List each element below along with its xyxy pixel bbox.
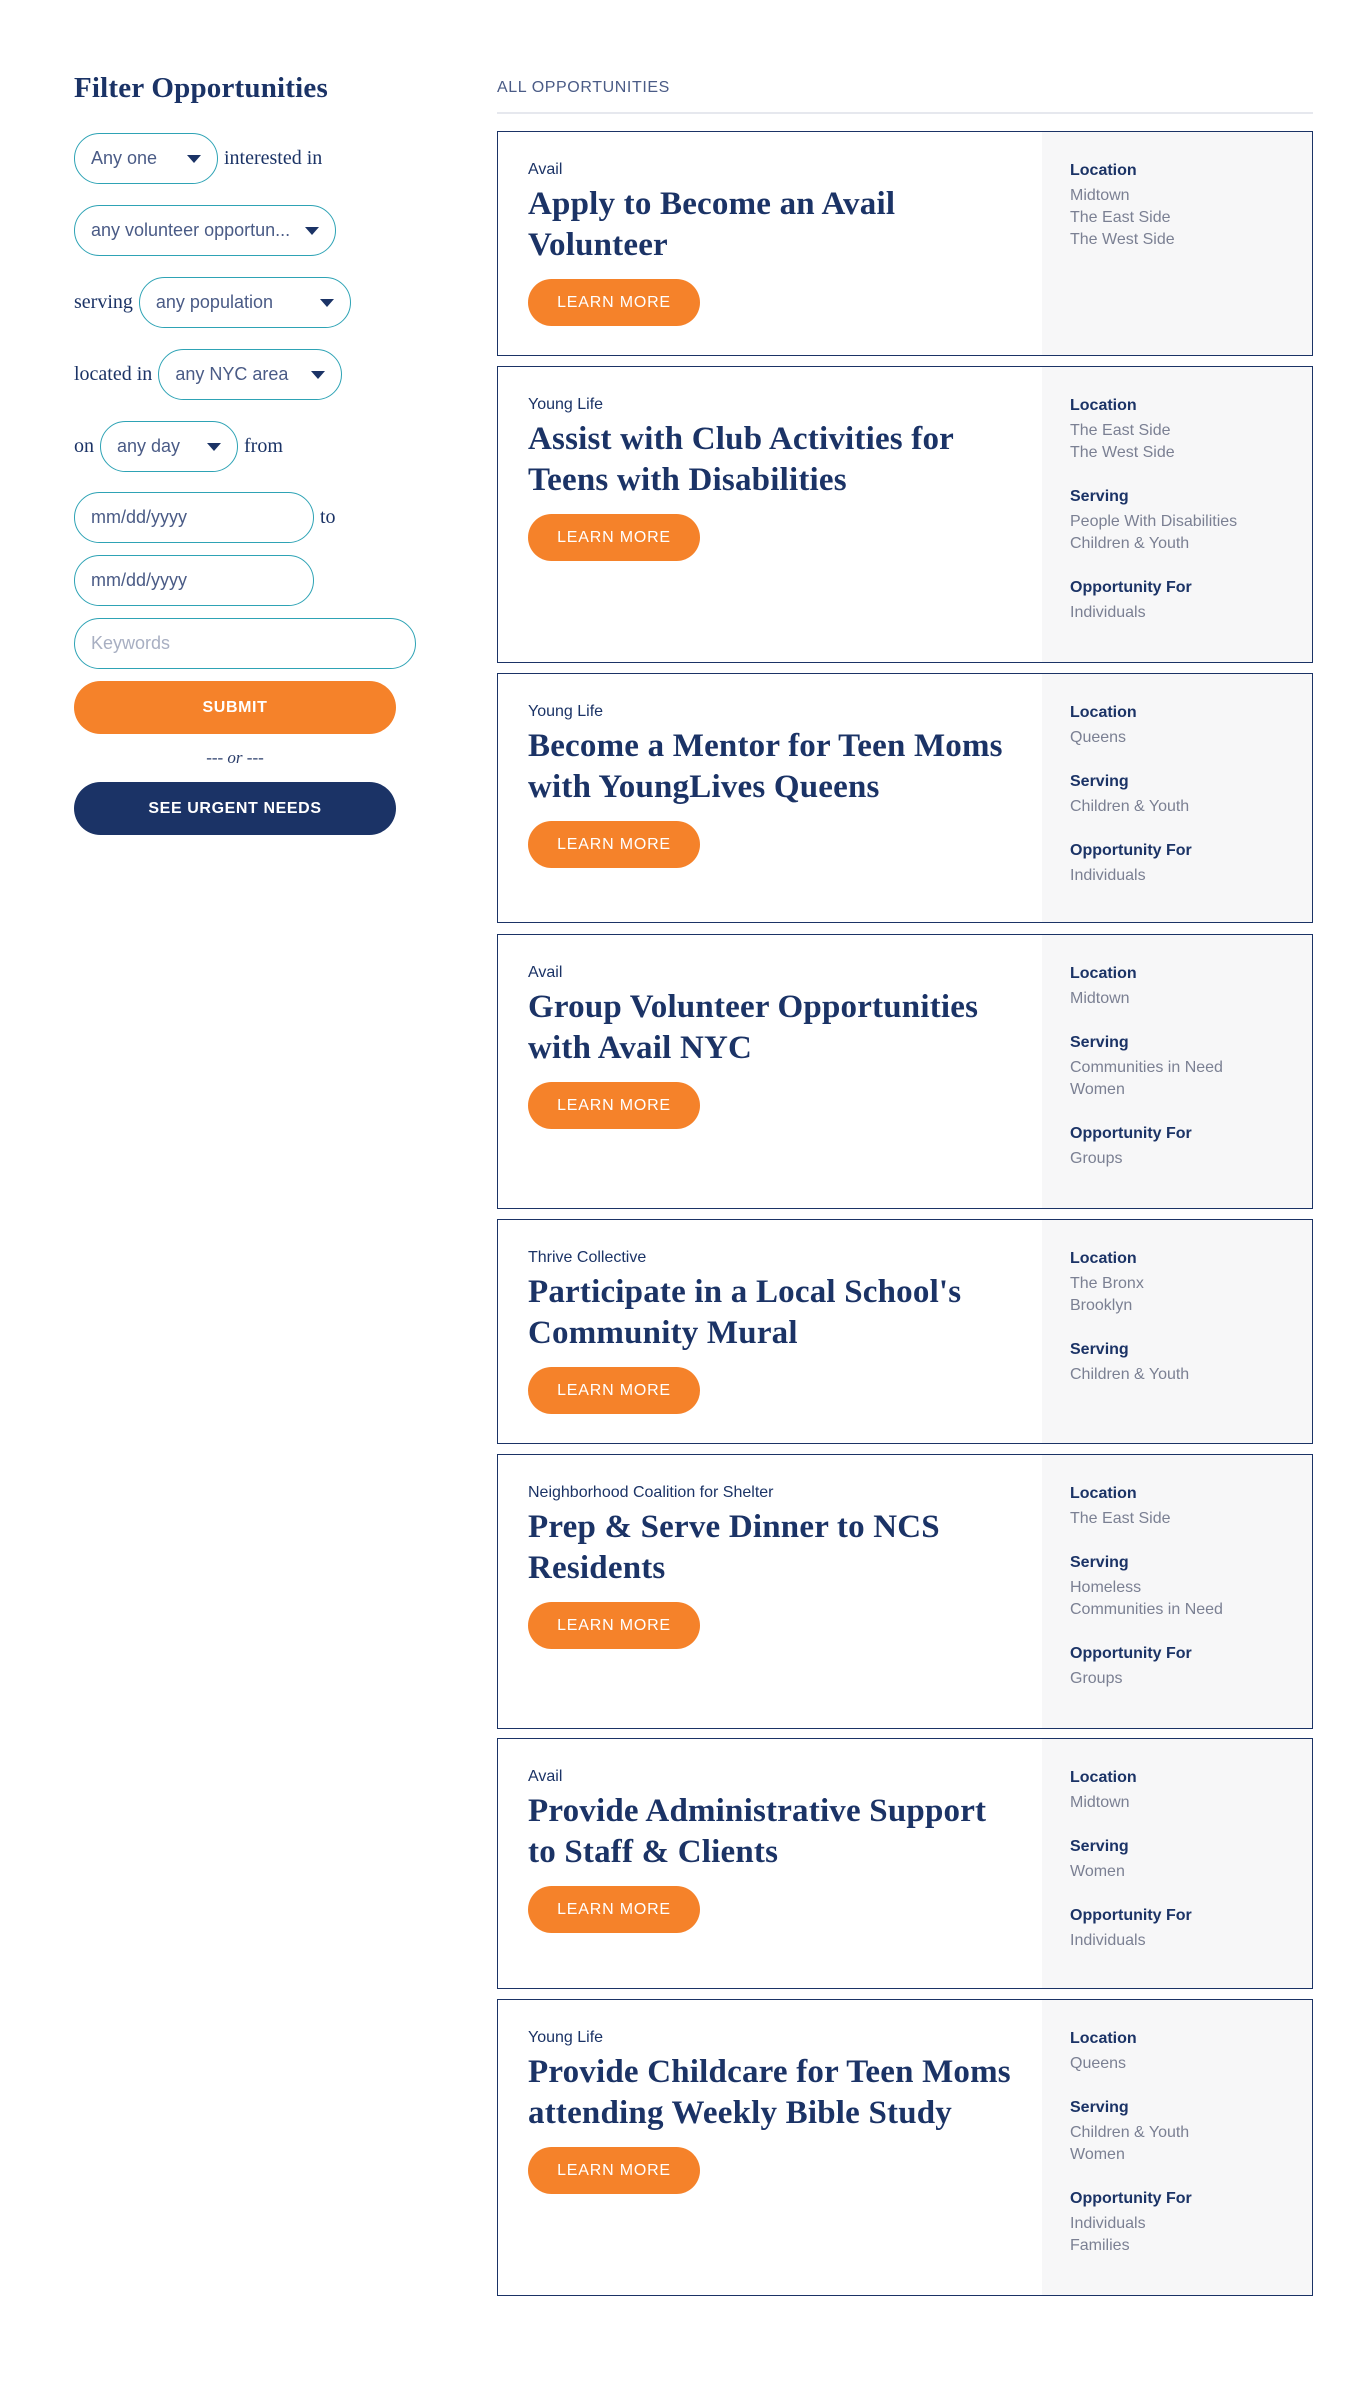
card-title[interactable]: Prep & Serve Dinner to NCS Residents [528,1509,940,1586]
card-serving-label: Serving [1070,1554,1129,1571]
card-organization: Thrive Collective [528,1249,647,1266]
card-organization: Avail [528,161,563,178]
card-opportunity-for-label: Opportunity For [1070,1125,1192,1142]
card-body [498,674,1042,922]
opportunity-card [497,934,1313,1209]
card-serving-value: Children & Youth [1070,1366,1190,1383]
card-location-group [1070,1767,1284,1814]
opportunity-card [497,131,1313,356]
card-opportunity-for-value: Individuals [1070,867,1146,884]
card-serving-group [1070,1552,1284,1621]
opportunities-list [497,78,1313,2254]
opportunity-select-value: any volunteer opportun... [91,220,291,240]
card-serving-value: Children & Youth [1070,798,1190,815]
card-location-value: Queens [1070,2055,1127,2072]
located-in-label: located in [74,363,153,385]
card-opportunity-for-value: Groups [1070,1150,1123,1167]
card-serving-label: Serving [1070,2099,1129,2116]
learn-more-button[interactable]: LEARN MORE [528,1886,700,1933]
card-title[interactable]: Provide Childcare for Teen Moms attending Weekly Bible Study [528,2054,1011,2131]
card-title[interactable]: Become a Mentor for Teen Moms with YoungLives Queens [528,728,1003,805]
filter-row-location [74,349,434,400]
filter-title: Filter Opportunities [74,72,328,104]
card-location-label: Location [1070,965,1137,982]
area-select-value: any NYC area [175,364,289,384]
card-location-label: Location [1070,162,1137,179]
card-serving-label: Serving [1070,1034,1129,1051]
card-serving-label: Serving [1070,773,1129,790]
card-location-value: Midtown [1070,187,1130,204]
card-details [1042,1455,1312,1728]
card-serving-group [1070,1836,1284,1883]
card-location-value: The East Side [1070,1510,1171,1527]
card-location-value: Midtown [1070,990,1130,1007]
see-urgent-needs-button[interactable]: SEE URGENT NEEDS [74,782,396,835]
card-organization: Young Life [528,396,604,413]
card-location-value: Midtown [1070,1794,1130,1811]
date-to-input[interactable] [74,555,314,606]
card-serving-group [1070,486,1284,555]
opportunity-card [497,1454,1313,1729]
card-serving-group [1070,1032,1284,1101]
card-serving-group [1070,771,1284,818]
card-details [1042,1739,1312,1988]
card-location-value: The West Side [1070,444,1175,461]
card-location-group [1070,395,1284,464]
card-serving-value: People With Disabilities [1070,513,1238,530]
card-serving-label: Serving [1070,488,1129,505]
or-separator: --- or --- [206,748,264,767]
card-organization: Neighborhood Coalition for Shelter [528,1484,774,1501]
card-organization: Young Life [528,2029,604,2046]
card-serving-label: Serving [1070,1341,1129,1358]
opportunity-select[interactable] [74,205,336,256]
learn-more-button[interactable]: LEARN MORE [528,279,700,326]
card-details [1042,935,1312,1208]
card-opportunity-for-label: Opportunity For [1070,1907,1192,1924]
opportunity-card [497,1219,1313,1444]
card-opportunity-for-group [1070,2188,1284,2257]
chevron-down-icon [311,371,325,379]
card-location-group [1070,702,1284,749]
heading-divider [497,112,1313,114]
card-location-label: Location [1070,704,1137,721]
card-body [498,2000,1042,2295]
card-serving-value: Communities in Need [1070,1059,1223,1076]
card-title[interactable]: Group Volunteer Opportunities with Avail NYC [528,989,979,1066]
filter-sidebar [74,68,434,835]
who-select-value: Any one [91,148,158,168]
card-serving-value: Homeless [1070,1579,1142,1596]
date-from-value: mm/dd/yyyy [91,507,188,527]
card-opportunity-for-group [1070,1905,1284,1952]
card-organization: Avail [528,964,563,981]
card-title[interactable]: Provide Administrative Support to Staff & Clients [528,1793,987,1870]
card-serving-value: Women [1070,1081,1125,1098]
card-body [498,1739,1042,1988]
card-serving-value: Children & Youth [1070,2124,1190,2141]
card-serving-value: Women [1070,2146,1125,2163]
keywords-input[interactable] [74,618,416,669]
card-location-label: Location [1070,397,1137,414]
card-opportunity-for-value: Individuals [1070,1932,1146,1949]
card-location-label: Location [1070,1250,1137,1267]
filter-row-who [74,133,434,184]
card-location-group [1070,963,1284,1010]
filter-row-keywords [74,618,434,669]
all-opportunities-heading: ALL OPPORTUNITIES [497,79,670,96]
card-details [1042,132,1312,355]
card-location-value: The West Side [1070,231,1175,248]
day-select[interactable] [100,421,238,472]
card-opportunity-for-value: Individuals [1070,2215,1146,2232]
date-from-input[interactable] [74,492,314,543]
chevron-down-icon [207,443,221,451]
filter-row-serving [74,277,434,328]
learn-more-button[interactable]: LEARN MORE [528,1367,700,1414]
card-details [1042,367,1312,662]
card-opportunity-for-group [1070,1643,1284,1690]
card-details [1042,1220,1312,1443]
card-opportunity-for-label: Opportunity For [1070,2190,1192,2207]
to-label: to [320,506,336,528]
card-opportunity-for-group [1070,1123,1284,1170]
keywords-placeholder: Keywords [91,633,171,653]
card-title[interactable]: Assist with Club Activities for Teens with Disabilities [528,421,954,498]
card-location-value: The East Side [1070,422,1171,439]
opportunity-card [497,673,1313,923]
card-serving-group [1070,1339,1284,1386]
card-opportunity-for-value: Families [1070,2237,1130,2254]
chevron-down-icon [305,227,319,235]
card-serving-value: Children & Youth [1070,535,1190,552]
opportunity-card [497,1738,1313,1989]
interested-in-label: interested in [224,147,323,169]
on-label: on [74,435,94,457]
day-select-value: any day [117,436,181,456]
filter-row-opportunity [74,205,434,256]
card-serving-value: Communities in Need [1070,1601,1223,1618]
card-body [498,1220,1042,1443]
opportunity-card [497,366,1313,663]
card-organization: Avail [528,1768,563,1785]
card-body [498,132,1042,355]
learn-more-button[interactable]: LEARN MORE [528,2147,700,2194]
card-body [498,367,1042,662]
card-organization: Young Life [528,703,604,720]
card-body [498,935,1042,1208]
date-to-value: mm/dd/yyyy [91,570,188,590]
card-title[interactable]: Apply to Become an Avail Volunteer [528,186,896,263]
filter-row-date-to [74,555,434,606]
card-opportunity-for-label: Opportunity For [1070,579,1192,596]
card-opportunity-for-value: Groups [1070,1670,1123,1687]
card-title[interactable]: Participate in a Local School's Community Mural [528,1274,962,1351]
learn-more-button[interactable]: LEARN MORE [528,1082,700,1129]
card-opportunity-for-group [1070,577,1284,624]
submit-button[interactable]: SUBMIT [74,681,396,734]
learn-more-button[interactable]: LEARN MORE [528,821,700,868]
learn-more-button[interactable]: LEARN MORE [528,514,700,561]
card-opportunity-for-label: Opportunity For [1070,842,1192,859]
serving-label: serving [74,291,133,313]
population-select[interactable] [139,277,351,328]
opportunity-card [497,1999,1313,2296]
card-details [1042,674,1312,922]
card-location-group [1070,1483,1284,1530]
area-select[interactable] [158,349,342,400]
card-location-group [1070,2028,1284,2075]
filter-row-day [74,421,434,472]
card-location-group [1070,160,1284,251]
card-opportunity-for-label: Opportunity For [1070,1645,1192,1662]
chevron-down-icon [187,155,201,163]
chevron-down-icon [320,299,334,307]
card-location-label: Location [1070,1485,1137,1502]
card-details [1042,2000,1312,2295]
card-body [498,1455,1042,1728]
card-location-group [1070,1248,1284,1317]
card-location-value: The East Side [1070,209,1171,226]
card-location-value: Queens [1070,729,1127,746]
card-opportunity-for-group [1070,840,1284,887]
card-location-value: The Bronx [1070,1275,1144,1292]
card-serving-value: Women [1070,1863,1125,1880]
population-select-value: any population [155,292,273,312]
card-opportunity-for-value: Individuals [1070,604,1146,621]
card-location-label: Location [1070,2030,1137,2047]
card-serving-group [1070,2097,1284,2166]
from-label: from [244,435,283,457]
learn-more-button[interactable]: LEARN MORE [528,1602,700,1649]
card-location-value: Brooklyn [1070,1297,1133,1314]
filter-row-date-from [74,492,434,543]
card-serving-label: Serving [1070,1838,1129,1855]
who-select[interactable] [74,133,218,184]
card-location-label: Location [1070,1769,1137,1786]
